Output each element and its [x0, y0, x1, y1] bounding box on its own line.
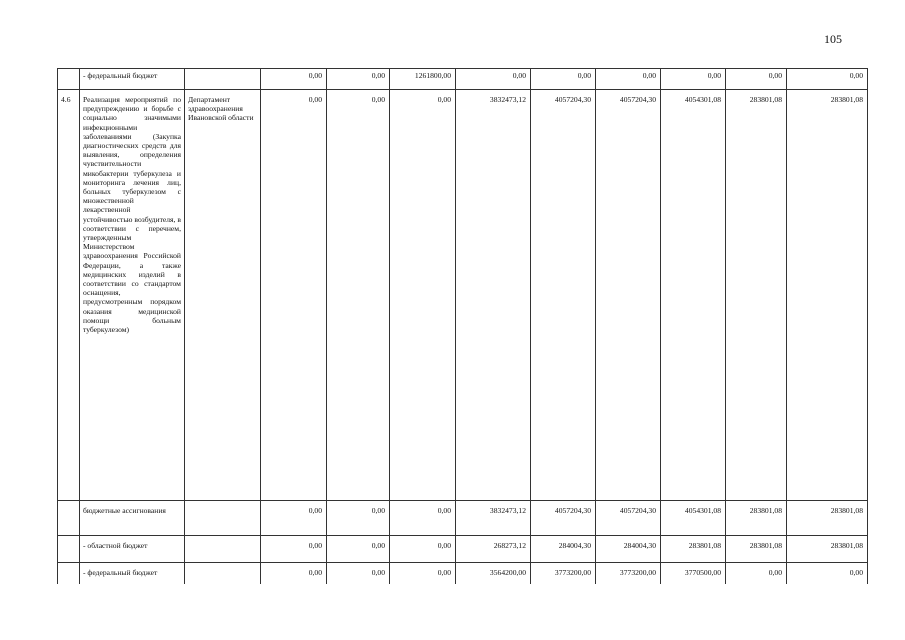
value-cell-year-4: 0,00	[456, 69, 531, 90]
value-cell-year-5: 0,00	[531, 69, 596, 90]
value-cell-year-3: 0,00	[390, 536, 456, 563]
value-cell-year-3: 0,00	[390, 501, 456, 536]
value-cell-year-1: 0,00	[261, 563, 327, 585]
row-index-cell: 4.6	[58, 90, 80, 501]
value-cell-year-4: 3832473,12	[456, 501, 531, 536]
value-cell-year-9: 283801,08	[787, 501, 868, 536]
value-cell-year-1: 0,00	[261, 501, 327, 536]
value-cell-year-2: 0,00	[327, 501, 390, 536]
value-cell-year-8: 0,00	[726, 69, 787, 90]
value-cell-year-6: 3773200,00	[596, 563, 661, 585]
value-cell-year-5: 284004,30	[531, 536, 596, 563]
budget-table	[57, 68, 868, 584]
value-cell-year-5: 3773200,00	[531, 563, 596, 585]
value-cell-year-1: 0,00	[261, 536, 327, 563]
table-row-main-activity	[58, 90, 868, 501]
value-cell-year-9: 283801,08	[787, 536, 868, 563]
value-cell-year-8: 283801,08	[726, 501, 787, 536]
value-cell-year-5: 4057204,30	[531, 90, 596, 501]
table-row-federal-budget-2	[58, 563, 868, 585]
row-index-cell	[58, 563, 80, 585]
value-cell-year-7: 0,00	[661, 69, 726, 90]
page-number: 105	[824, 32, 842, 46]
value-cell-year-2: 0,00	[327, 536, 390, 563]
budget-table-container	[57, 68, 863, 584]
value-cell-year-8: 283801,08	[726, 536, 787, 563]
value-cell-year-6: 4057204,30	[596, 90, 661, 501]
table-row-federal-budget-1	[58, 69, 868, 90]
value-cell-year-1: 0,00	[261, 69, 327, 90]
row-name-cell: - областной бюджет	[80, 536, 185, 563]
executor-cell	[185, 563, 261, 585]
value-cell-year-8: 283801,08	[726, 90, 787, 501]
executor-cell	[185, 501, 261, 536]
row-name-cell: - федеральный бюджет	[80, 69, 185, 90]
value-cell-year-7: 3770500,00	[661, 563, 726, 585]
row-name-cell: бюджетные ассигнования	[80, 501, 185, 536]
row-name-cell: Реализация мероприятий по предупреждению и борьбе с социально значимыми инфекционными заболеваниями (Закупка диагностических средств для выявления, определения чувствительности микобактерии туберкулеза и мониторинга лечения лиц, больных туберкулезом с множественной лекарственной устойчивостью возбудителя, в соответствии с перечнем, утвержденным Министерством здравоохранения Российской Федерации, а также медицинских изделий в соответствии со стандартом оснащения, предусмотренным порядком оказания медицинской помощи больным туберкулезом)	[80, 90, 185, 501]
value-cell-year-7: 283801,08	[661, 536, 726, 563]
value-cell-year-5: 4057204,30	[531, 501, 596, 536]
value-cell-year-7: 4054301,08	[661, 501, 726, 536]
value-cell-year-3: 0,00	[390, 90, 456, 501]
value-cell-year-9: 0,00	[787, 563, 868, 585]
value-cell-year-2: 0,00	[327, 69, 390, 90]
value-cell-year-3: 1261800,00	[390, 69, 456, 90]
value-cell-year-7: 4054301,08	[661, 90, 726, 501]
value-cell-year-6: 284004,30	[596, 536, 661, 563]
value-cell-year-1: 0,00	[261, 90, 327, 501]
value-cell-year-8: 0,00	[726, 563, 787, 585]
executor-cell	[185, 536, 261, 563]
row-index-cell	[58, 69, 80, 90]
value-cell-year-2: 0,00	[327, 90, 390, 501]
executor-cell	[185, 69, 261, 90]
value-cell-year-6: 0,00	[596, 69, 661, 90]
row-index-cell	[58, 501, 80, 536]
value-cell-year-6: 4057204,30	[596, 501, 661, 536]
row-index-cell	[58, 536, 80, 563]
executor-cell: Департамент здравоохранения Ивановской области	[185, 90, 261, 501]
value-cell-year-4: 3564200,00	[456, 563, 531, 585]
table-row-budget-assignments	[58, 501, 868, 536]
value-cell-year-9: 0,00	[787, 69, 868, 90]
table-row-regional-budget	[58, 536, 868, 563]
value-cell-year-3: 0,00	[390, 563, 456, 585]
value-cell-year-9: 283801,08	[787, 90, 868, 501]
value-cell-year-4: 3832473,12	[456, 90, 531, 501]
row-name-cell: - федеральный бюджет	[80, 563, 185, 585]
value-cell-year-2: 0,00	[327, 563, 390, 585]
value-cell-year-4: 268273,12	[456, 536, 531, 563]
